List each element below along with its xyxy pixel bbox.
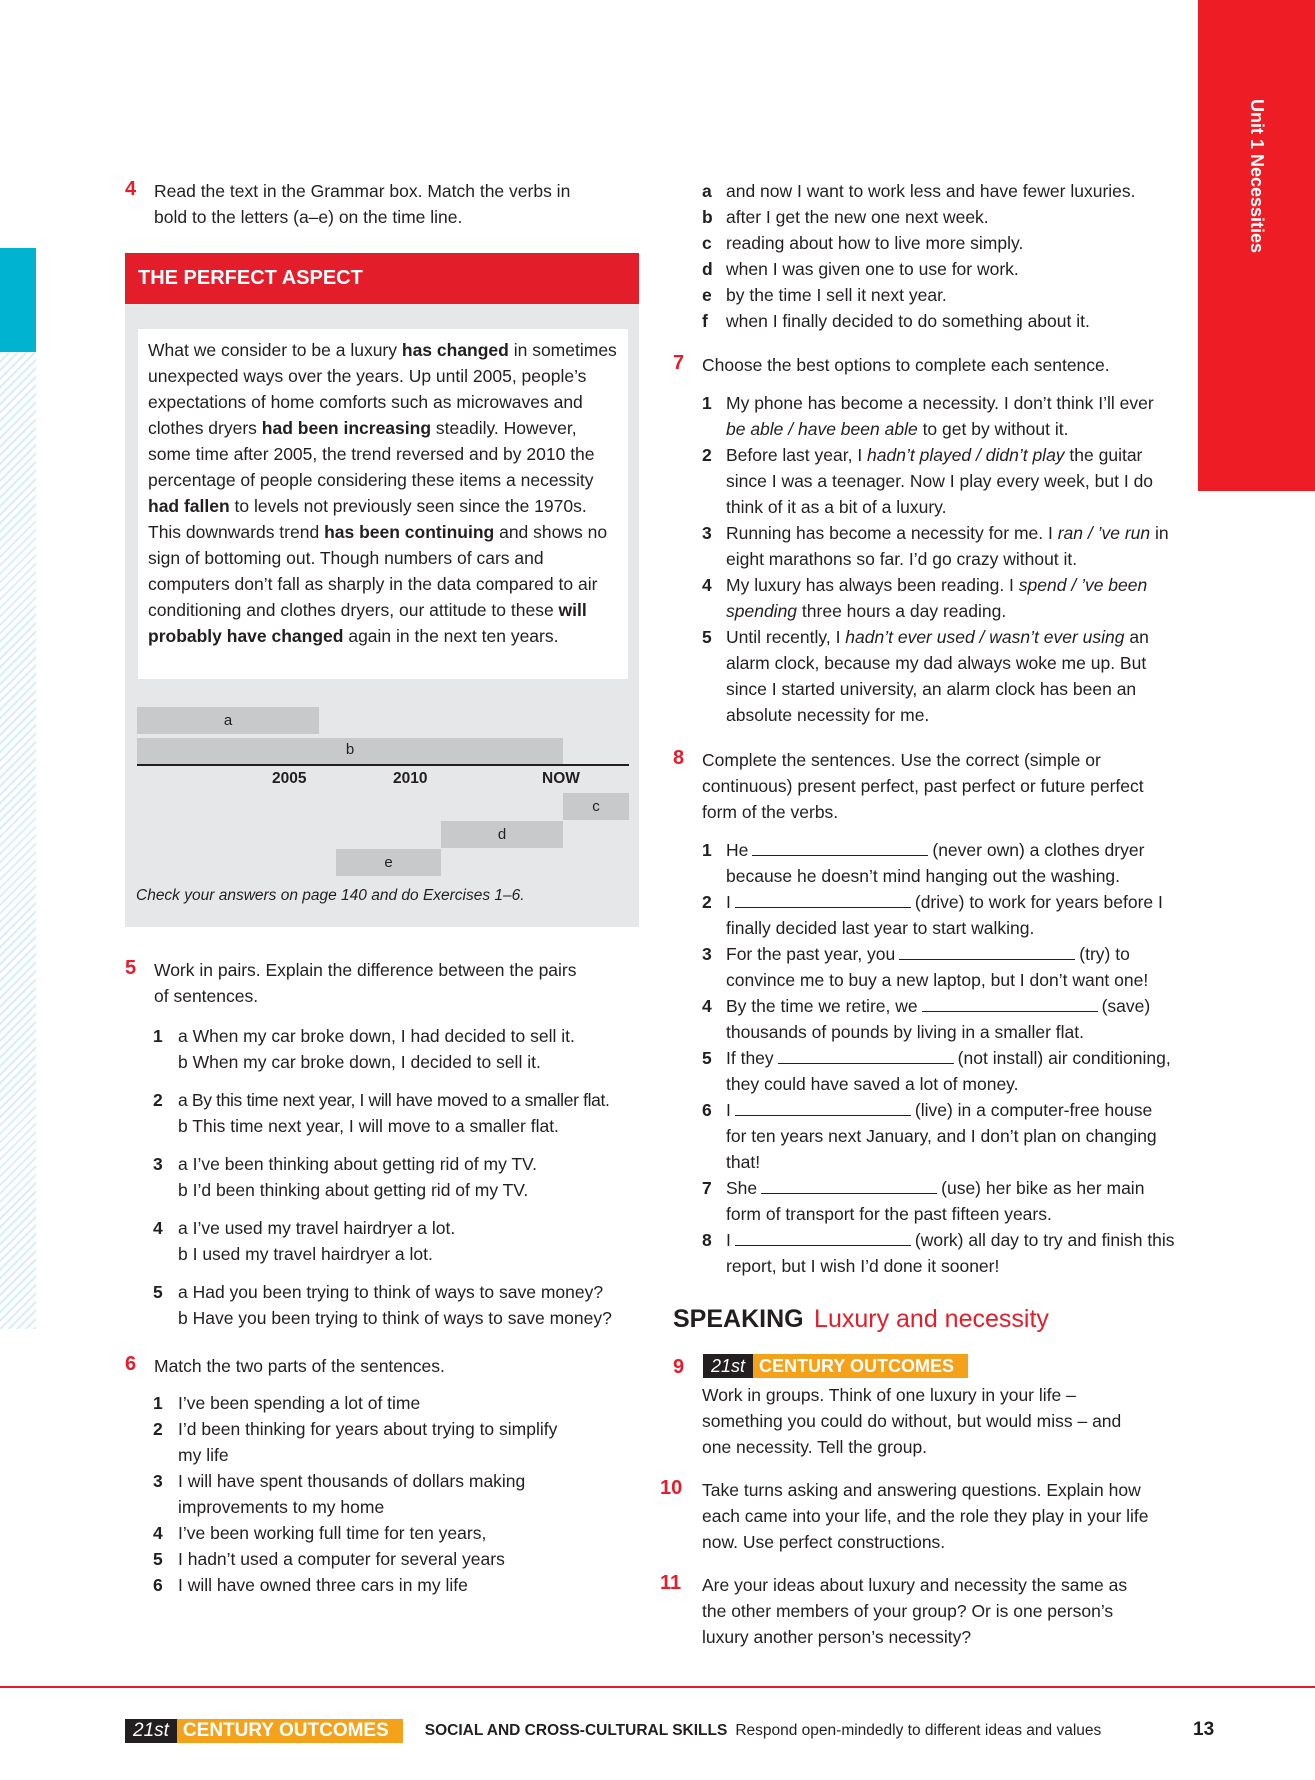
item-text: report, but I wish I’d done it sooner!	[726, 1256, 1000, 1276]
timeline-year-now: NOW	[542, 770, 580, 787]
item-number: 5	[153, 1549, 163, 1569]
item-text: improvements to my home	[178, 1497, 385, 1517]
instruction-line: Work in pairs. Explain the difference between the pairs	[154, 960, 577, 980]
instruction-line: continuous) present perfect, past perfect or future perfect	[702, 776, 1144, 796]
text-run: If they	[726, 1048, 774, 1068]
text-run: in sometimes unexpected ways over the years. Up until 2005, people’s expectations of home comforts such as microwaves and clothes dryers	[148, 340, 617, 438]
item-number: 2	[153, 1419, 163, 1439]
text-line: Work in groups. Think of one luxury in your life –	[702, 1385, 1076, 1405]
item-sentence-b: b I used my travel hairdryer a lot.	[178, 1244, 433, 1264]
instruction-line: Complete the sentences. Use the correct (simple or	[702, 750, 1101, 770]
timeline-year-2010: 2010	[393, 770, 428, 787]
item-letter: e	[702, 285, 712, 305]
exercise-8-items	[702, 837, 1202, 1279]
item-text	[726, 1097, 1152, 1123]
list-item	[153, 1023, 653, 1087]
instruction-line: of sentences.	[154, 986, 259, 1006]
item-number: 6	[702, 1100, 712, 1120]
page-number: 13	[1193, 1719, 1215, 1740]
bold-verb-d: has been continuing	[324, 522, 495, 542]
item-text: My phone has become a necessity. I don’t think I’ll ever	[726, 393, 1154, 413]
list-item	[702, 520, 1202, 572]
answer-blank[interactable]	[735, 891, 911, 908]
item-text: because he doesn’t mind hanging out the washing.	[726, 866, 1121, 886]
item-sentence-a: a By this time next year, I will have moved to a smaller flat.	[178, 1090, 610, 1110]
badge-21st: 21st	[703, 1354, 753, 1378]
text-run: Before last year, I	[726, 445, 868, 465]
text-run: (work) all day to try and finish this	[914, 1230, 1175, 1250]
item-number: 1	[153, 1026, 163, 1046]
timeline-label-b: b	[345, 741, 355, 758]
footer-description: Respond open-mindedly to different ideas and values	[735, 1722, 1102, 1739]
text-run: again in the next ten years.	[343, 626, 559, 646]
text-run: By the time we retire, we	[726, 996, 918, 1016]
text-run: I	[726, 1230, 731, 1250]
item-text: after I get the new one next week.	[726, 207, 989, 227]
grammar-box-title: THE PERFECT ASPECT	[125, 253, 639, 304]
item-text: since I started university, an alarm clock has been an	[726, 679, 1137, 699]
exercise-text	[702, 1477, 1202, 1555]
item-sentence-a: a When my car broke down, I had decided to sell it.	[178, 1026, 575, 1046]
text-run: For the past year, you	[726, 944, 896, 964]
text-run: (use) her bike as her main	[941, 1178, 1145, 1198]
footer	[125, 1719, 1101, 1743]
item-number: 5	[153, 1282, 163, 1302]
item-number: 3	[702, 944, 712, 964]
item-number: 7	[702, 1178, 712, 1198]
left-accent-bar	[0, 248, 36, 352]
item-number: 3	[702, 523, 712, 543]
answer-blank[interactable]	[735, 1099, 911, 1116]
list-item	[702, 624, 1202, 728]
list-item	[702, 308, 1172, 334]
list-item	[702, 390, 1202, 442]
item-text	[726, 598, 1006, 624]
item-text	[726, 520, 1169, 546]
list-item	[702, 572, 1202, 624]
exercise-6-endings	[702, 178, 1172, 334]
timeline-label-a: a	[223, 712, 233, 729]
text-run: to levels not previously seen since the 1970s. This downwards trend	[148, 496, 587, 542]
timeline-label-e: e	[384, 854, 393, 871]
timeline-label-c: c	[592, 798, 600, 815]
text-run: and shows no sign of bottoming out. Though numbers of cars and computers don’t fall as sharply in the data compared to air conditioning and clothes dryers, our attitude to these	[148, 522, 608, 620]
text-run: (not install) air conditioning,	[957, 1048, 1171, 1068]
list-item	[702, 178, 1172, 204]
item-text	[726, 889, 1163, 915]
grammar-box-text	[138, 329, 628, 679]
text-line: one necessity. Tell the group.	[702, 1437, 928, 1457]
answer-blank[interactable]	[752, 839, 928, 856]
item-text: for ten years next January, and I don’t plan on changing	[726, 1126, 1157, 1146]
instruction-line: form of the verbs.	[702, 802, 839, 822]
item-option: spending	[726, 601, 798, 621]
bold-verb-a: has changed	[401, 340, 509, 360]
grammar-check-note: Check your answers on page 140 and do Exercises 1–6.	[136, 887, 525, 904]
item-number: 2	[702, 445, 712, 465]
footer-badge	[125, 1719, 403, 1743]
speaking-heading	[673, 1305, 1049, 1334]
answer-blank[interactable]	[922, 995, 1098, 1012]
list-item	[702, 204, 1172, 230]
list-item	[702, 1097, 1202, 1175]
item-sentence-a: a I’ve used my travel hairdryer a lot.	[178, 1218, 456, 1238]
item-sentence-b: b I’d been thinking about getting rid of my TV.	[178, 1180, 529, 1200]
exercise-text	[702, 1572, 1202, 1650]
item-text: I will have owned three cars in my life	[178, 1575, 468, 1595]
footer-skill: SOCIAL AND CROSS-CULTURAL SKILLS	[424, 1722, 728, 1739]
item-option: hadn’t ever used / wasn’t ever using	[845, 627, 1125, 647]
instruction-line: Read the text in the Grammar box. Match the verbs in	[154, 181, 571, 201]
section-title: Luxury and necessity	[814, 1305, 1049, 1333]
left-hatched-stripe	[0, 352, 36, 1329]
item-letter: b	[702, 207, 713, 227]
list-item	[153, 1572, 633, 1598]
item-number: 1	[702, 393, 712, 413]
bold-verb-b: had been increasing	[261, 418, 432, 438]
text-run: (try) to	[1079, 944, 1130, 964]
item-text	[726, 442, 1142, 468]
grammar-box	[125, 253, 639, 927]
item-text: by the time I sell it next year.	[726, 285, 947, 305]
exercise-instruction	[154, 178, 654, 230]
item-text	[726, 1227, 1175, 1253]
text-run: to get by without it.	[917, 419, 1069, 439]
exercise-5-items	[153, 1023, 653, 1343]
item-number: 4	[153, 1218, 163, 1238]
answer-blank[interactable]	[899, 943, 1075, 960]
list-item	[153, 1390, 633, 1416]
list-item	[702, 230, 1172, 256]
exercise-number: 7	[673, 352, 685, 374]
item-text: I will have spent thousands of dollars making	[178, 1471, 526, 1491]
text-run: (never own) a clothes dryer	[932, 840, 1145, 860]
item-text	[726, 941, 1130, 967]
exercise-number: 5	[125, 957, 137, 979]
list-item	[702, 1045, 1202, 1097]
timeline-year-2005: 2005	[272, 770, 307, 787]
list-item	[702, 889, 1202, 941]
item-text: I’d been thinking for years about trying to simplify	[178, 1419, 558, 1439]
item-number: 6	[153, 1575, 163, 1595]
item-text: eight marathons so far. I’d go crazy without it.	[726, 549, 1078, 569]
text-run: My luxury has always been reading. I	[726, 575, 1019, 595]
list-item	[153, 1416, 633, 1468]
item-text	[726, 837, 1144, 863]
exercise-instruction: Match the two parts of the sentences.	[154, 1356, 445, 1376]
item-text: thousands of pounds by living in a smaller flat.	[726, 1022, 1084, 1042]
item-number: 8	[702, 1230, 712, 1250]
exercise-instruction	[702, 747, 1202, 825]
text-run: She	[726, 1178, 758, 1198]
item-text: absolute necessity for me.	[726, 705, 930, 725]
bold-verb-e: will probably have changed	[148, 600, 587, 646]
badge-21st: 21st	[125, 1719, 177, 1743]
item-sentence-a: a Had you been trying to think of ways to save money?	[178, 1282, 604, 1302]
text-line: Are your ideas about luxury and necessity the same as	[702, 1575, 1128, 1595]
text-line: now. Use perfect constructions.	[702, 1532, 946, 1552]
item-option: spend / ’ve been	[1018, 575, 1148, 595]
text-line: Take turns asking and answering questions. Explain how	[702, 1480, 1141, 1500]
item-text: I’ve been working full time for ten years,	[178, 1523, 487, 1543]
timeline-axis	[137, 764, 629, 766]
timeline-label-d: d	[497, 826, 507, 843]
item-number: 5	[702, 1048, 712, 1068]
badge-century-outcomes: CENTURY OUTCOMES	[753, 1354, 968, 1378]
list-item	[702, 993, 1202, 1045]
item-text: that!	[726, 1152, 761, 1172]
item-option: be able / have been able	[726, 419, 918, 439]
item-text	[726, 1045, 1171, 1071]
exercise-instruction	[154, 957, 654, 1009]
item-text: think of it as a bit of a luxury.	[726, 497, 947, 517]
text-run: three hours a day reading.	[797, 601, 1007, 621]
exercise-7-items	[702, 390, 1202, 728]
item-number: 2	[153, 1090, 163, 1110]
list-item	[702, 1227, 1202, 1279]
item-option: ran / ’ve run	[1057, 523, 1151, 543]
text-run: (drive) to work for years before I	[914, 892, 1163, 912]
text-run: Until recently, I	[726, 627, 846, 647]
item-letter: c	[702, 233, 712, 253]
item-text: since I was a teenager. Now I play every week, but I do	[726, 471, 1154, 491]
item-number: 4	[702, 996, 712, 1016]
list-item	[153, 1546, 633, 1572]
list-item	[702, 1175, 1202, 1227]
exercise-number: 9	[673, 1356, 685, 1378]
item-letter: a	[702, 181, 712, 201]
item-number: 1	[702, 840, 712, 860]
exercise-number: 6	[125, 1353, 137, 1375]
item-text: reading about how to live more simply.	[726, 233, 1024, 253]
item-option: hadn’t played / didn’t play	[867, 445, 1065, 465]
item-sentence-b: b Have you been trying to think of ways to save money?	[178, 1308, 612, 1328]
list-item	[702, 256, 1172, 282]
item-number: 4	[702, 575, 712, 595]
list-item	[702, 941, 1202, 993]
instruction-line: bold to the letters (a–e) on the time line.	[154, 207, 463, 227]
item-text: when I finally decided to do something about it.	[726, 311, 1090, 331]
item-number: 3	[153, 1471, 163, 1491]
list-item	[153, 1215, 653, 1279]
item-text	[726, 993, 1150, 1019]
item-text	[726, 416, 1068, 442]
text-run: steadily. However, some time after 2005, the trend reversed and by 2010 the percentage of people considering these items a necessity	[148, 418, 595, 490]
item-sentence-b: b When my car broke down, I decided to sell it.	[178, 1052, 541, 1072]
item-letter: d	[702, 259, 713, 279]
item-number: 1	[153, 1393, 163, 1413]
item-text: my life	[178, 1445, 229, 1465]
exercise-number: 4	[125, 178, 137, 200]
text-run: the guitar	[1064, 445, 1143, 465]
item-sentence-a: a I’ve been thinking about getting rid of my TV.	[178, 1154, 537, 1174]
item-number: 4	[153, 1523, 163, 1543]
footer-rule	[0, 1686, 1315, 1688]
exercise-text	[702, 1382, 1202, 1460]
text-line: luxury another person’s necessity?	[702, 1627, 972, 1647]
text-run: What we consider to be a luxury	[148, 340, 402, 360]
text-line: the other members of your group? Or is one person’s	[702, 1601, 1114, 1621]
list-item	[702, 442, 1202, 520]
item-text: finally decided last year to start walking.	[726, 918, 1035, 938]
text-run: He	[726, 840, 749, 860]
text-run: Running has become a necessity for me. I	[726, 523, 1058, 543]
answer-blank[interactable]	[761, 1177, 937, 1194]
list-item	[153, 1087, 653, 1151]
item-text: and now I want to work less and have fewer luxuries.	[726, 181, 1136, 201]
badge-century-outcomes: CENTURY OUTCOMES	[177, 1719, 403, 1743]
answer-blank[interactable]	[735, 1229, 911, 1246]
item-text: alarm clock, because my dad always woke me up. But	[726, 653, 1147, 673]
item-text	[726, 624, 1149, 650]
exercise-instruction: Choose the best options to complete each sentence.	[702, 355, 1110, 375]
list-item	[153, 1468, 633, 1520]
item-text	[726, 572, 1147, 598]
unit-tab-label: Unit 1 Necessities	[1247, 99, 1267, 254]
exercise-number: 8	[673, 747, 685, 769]
exercise-number: 11	[660, 1572, 682, 1594]
text-run: I	[726, 1100, 731, 1120]
section-label: SPEAKING	[673, 1305, 804, 1333]
unit-tab	[1198, 0, 1315, 491]
exercise-number: 10	[660, 1477, 683, 1499]
list-item	[153, 1520, 633, 1546]
item-text: I hadn’t used a computer for several years	[178, 1549, 505, 1569]
item-text: convince me to buy a new laptop, but I don’t want one!	[726, 970, 1149, 990]
item-text: I’ve been spending a lot of time	[178, 1393, 421, 1413]
text-line: something you could do without, but would miss – and	[702, 1411, 1122, 1431]
item-number: 5	[702, 627, 712, 647]
item-sentence-b: b This time next year, I will move to a smaller flat.	[178, 1116, 559, 1136]
text-run: in	[1150, 523, 1169, 543]
list-item	[153, 1279, 653, 1343]
text-line: each came into your life, and the role they play in your life	[702, 1506, 1149, 1526]
century-outcomes-badge	[703, 1354, 968, 1378]
bold-verb-c: had fallen	[148, 496, 230, 516]
text-run: I	[726, 892, 731, 912]
item-text	[726, 1175, 1144, 1201]
list-item	[153, 1151, 653, 1215]
list-item	[702, 282, 1172, 308]
item-number: 3	[153, 1154, 163, 1174]
item-text: form of transport for the past fifteen years.	[726, 1204, 1052, 1224]
text-run: (live) in a computer-free house	[914, 1100, 1153, 1120]
text-run: an	[1124, 627, 1149, 647]
item-number: 2	[702, 892, 712, 912]
exercise-6-items	[153, 1390, 633, 1598]
text-run: (save)	[1101, 996, 1151, 1016]
answer-blank[interactable]	[778, 1047, 954, 1064]
list-item	[702, 837, 1202, 889]
item-text: when I was given one to use for work.	[726, 259, 1019, 279]
item-text: they could have saved a lot of money.	[726, 1074, 1019, 1094]
item-letter: f	[702, 311, 708, 331]
